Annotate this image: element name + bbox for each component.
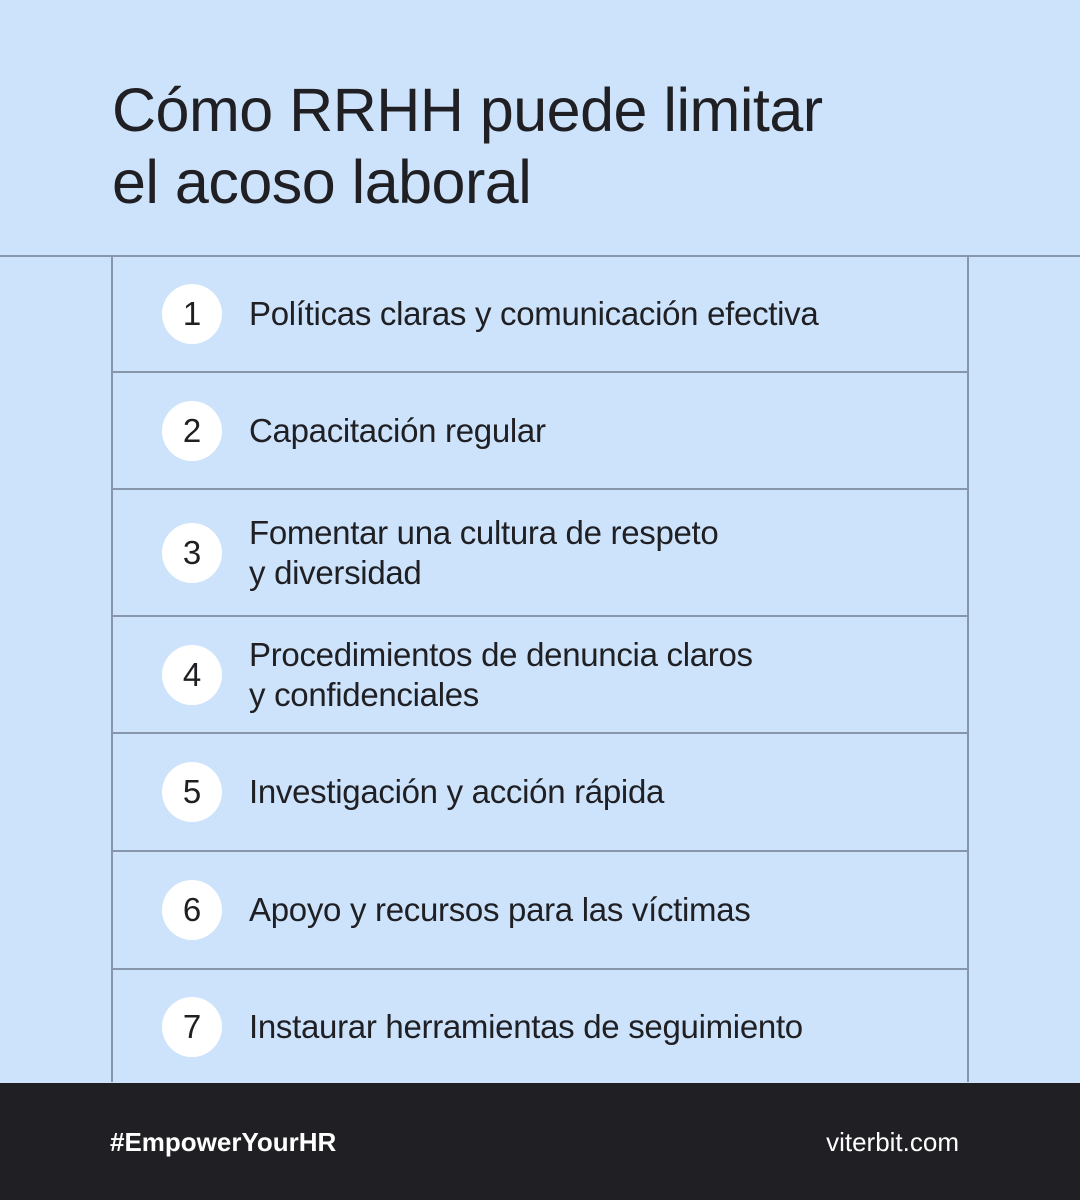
list-item (113, 852, 968, 970)
number-badge: 4 (162, 645, 222, 705)
list-item (113, 373, 968, 490)
title-line-1: Cómo RRHH puede limitar (112, 76, 823, 144)
number-badge: 3 (162, 523, 222, 583)
list-item (113, 617, 968, 734)
list-item (113, 490, 968, 617)
item-label: Capacitación regular (249, 411, 546, 449)
number-badge: 2 (162, 401, 222, 461)
item-label: Apoyo y recursos para las víctimas (249, 891, 751, 928)
item-label: Procedimientos de denuncia claros y confidenciales (249, 635, 753, 713)
number-badge: 7 (162, 997, 222, 1057)
footer (0, 1083, 1080, 1200)
number-badge: 6 (162, 880, 222, 940)
item-label: Fomentar una cultura de respeto y diversidad (249, 513, 719, 591)
title-line-2: el acoso laboral (112, 148, 532, 216)
list-item (113, 257, 968, 373)
number-badge: 1 (162, 284, 222, 344)
item-label: Investigación y acción rápida (249, 773, 665, 810)
list-item (113, 970, 968, 1083)
page-title (112, 74, 823, 218)
hashtag: #EmpowerYourHR (110, 1127, 337, 1157)
item-label: Instaurar herramientas de seguimiento (249, 1007, 803, 1045)
list-item (113, 734, 968, 852)
item-label: Políticas claras y comunicación efectiva (249, 295, 819, 332)
website-link[interactable]: viterbit.com (826, 1127, 959, 1157)
number-badge: 5 (162, 762, 222, 822)
